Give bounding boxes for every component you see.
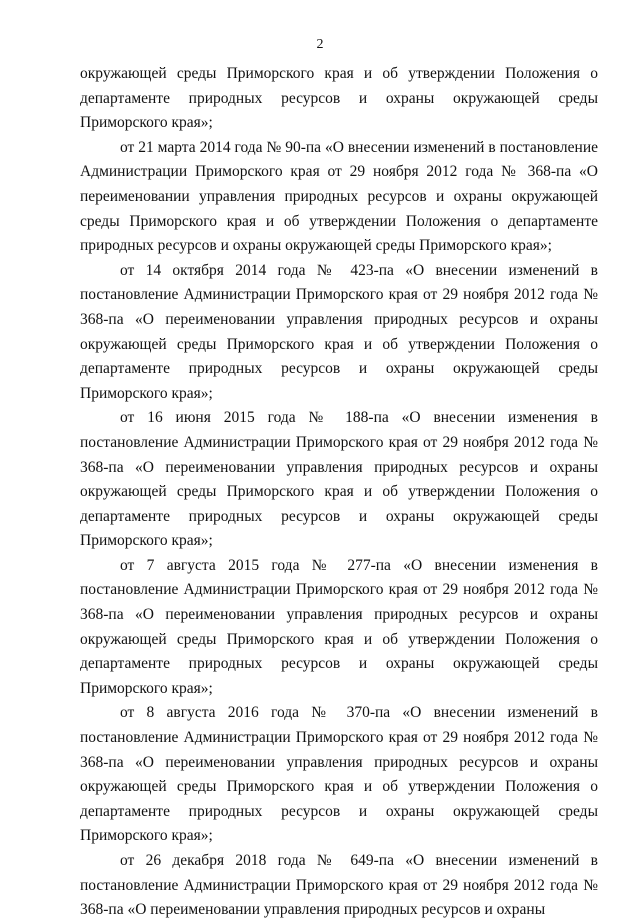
page-number: 2 — [316, 37, 324, 52]
paragraph-continuation: окружающей среды Приморского края и об утверждении Положения о департаменте природных ресурсов и охраны окружающей среды Приморского края»; — [80, 65, 598, 132]
document-body — [80, 62, 598, 923]
paragraph-decree-2014-03-21: от 21 марта 2014 года № 90-па «О внесении изменений в постановление Администрации Приморского края от 29 ноября 2012 года № 368-па «О переименовании управления природных ресурсов и охраны окружающей среды Приморского края и об утверждении Положения о департаменте природных ресурсов и охраны окружающей среды Приморского края»; — [80, 138, 598, 255]
paragraph-decree-2018-12-26: от 26 декабря 2018 года № 649-па «О внесении изменений в постановление Администрации Приморского края от 29 ноября 2012 года № 368-па «О переименовании управления природных ресурсов и охраны — [80, 852, 598, 919]
paragraph-decree-2016-08-08: от 8 августа 2016 года № 370-па «О внесении изменений в постановление Администрации Приморского края от 29 ноября 2012 года № 368-па «О переименовании управления природных ресурсов и охраны окружающей среды Приморского края и об утверждении Положения о департаменте природных ресурсов и охраны окружающей среды Приморского края»; — [80, 704, 598, 845]
paragraph-decree-2015-08-07: от 7 августа 2015 года № 277-па «О внесении изменения в постановление Администрации Приморского края от 29 ноября 2012 года № 368-па «О переименовании управления природных ресурсов и охраны окружающей среды Приморского края и об утверждении Положения о департаменте природных ресурсов и охраны окружающей среды Приморского края»; — [80, 556, 598, 697]
paragraph-decree-2014-10-14: от 14 октября 2014 года № 423-па «О внесении изменений в постановление Администрации Приморского края от 29 ноября 2012 года № 368-па «О переименовании управления природных ресурсов и охраны окружающей среды Приморского края и об утверждении Положения о департаменте природных ресурсов и охраны окружающей среды Приморского края»; — [80, 261, 598, 402]
paragraph-decree-2015-06-16: от 16 июня 2015 года № 188-па «О внесении изменения в постановление Администрации Приморского края от 29 ноября 2012 года № 368-па «О переименовании управления природных ресурсов и охраны окружающей среды Приморского края и об утверждении Положения о департаменте природных ресурсов и охраны окружающей среды Приморского края»; — [80, 409, 598, 550]
